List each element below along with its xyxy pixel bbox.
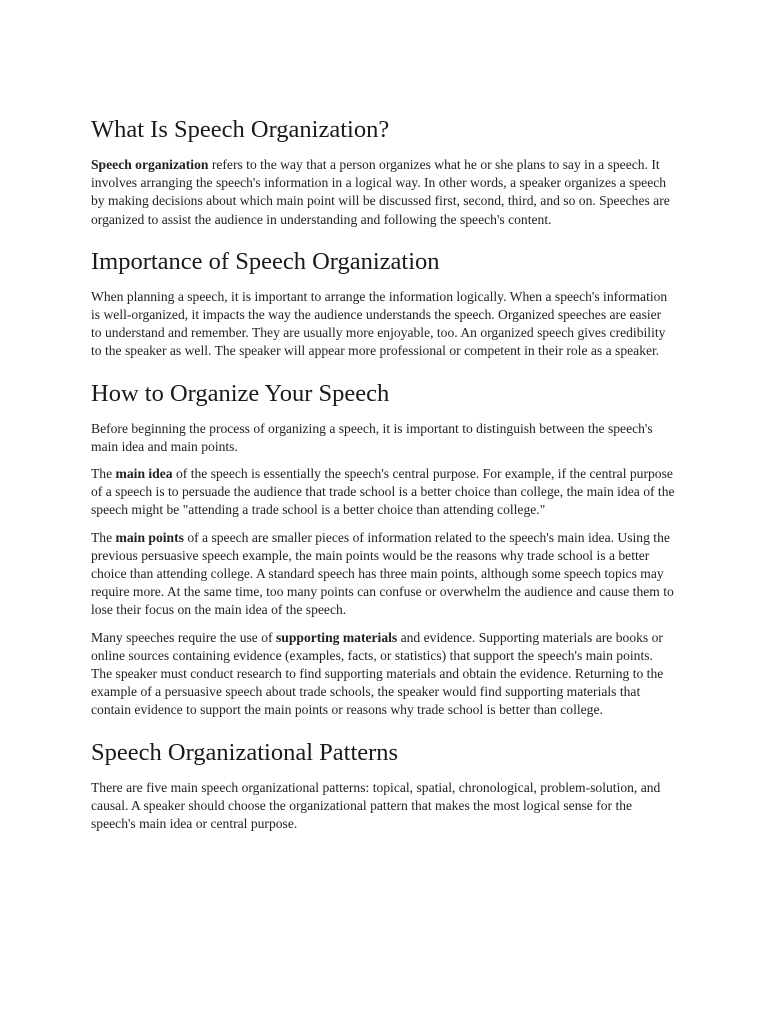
paragraph-text: of the speech is essentially the speech's central purpose. For example, if the central purpose of a speech is to persuade the audience that trade school is a better choice than college, the main idea of the speech might be "attending a trade school is a better choice than attending college.": [91, 466, 675, 518]
paragraph-text: and evidence. Supporting materials are books or online sources containing evidence (examples, facts, or statistics) that support the speech's main points. The speaker must conduct research to find supporting materials and obtain the evidence. Returning to the example of a persuasive speech about trade schools, the speaker would find supporting materials that contain evidence to support the main points or reasons why trade school is better than college.: [91, 629, 664, 718]
bold-term: Speech organization: [91, 157, 209, 172]
paragraph: [91, 156, 675, 229]
paragraph: [91, 288, 675, 361]
section-organizational-patterns: [91, 738, 675, 834]
bold-term: supporting materials: [275, 629, 398, 645]
paragraph-text: There are five main speech organizational patterns: topical, spatial, chronological, problem-solution, and causal. A speaker should choose the organizational pattern that makes the most logical sense for the speech's main idea or central purpose.: [91, 779, 661, 832]
paragraph-text: When planning a speech, it is important to arrange the information logically. When a speech's information is well-organized, it impacts the way the audience understands the speech. Organized speeches are easier to understand and remember. They are usually more enjoyable, too. An organized speech gives credibility to the speaker as well. The speaker will appear more professional or competent in their role as a speaker.: [91, 288, 668, 359]
paragraph-text: Many speeches require the use of: [91, 629, 276, 645]
section-heading: Speech Organizational Patterns: [91, 738, 399, 766]
paragraph: [91, 465, 675, 520]
paragraph-text: Before beginning the process of organizing a speech, it is important to distinguish between the speech's main idea and main points.: [91, 420, 653, 454]
paragraph: [91, 529, 675, 620]
paragraph: [91, 629, 675, 720]
section-heading: How to Organize Your Speech: [91, 379, 390, 407]
paragraph: [91, 779, 675, 834]
paragraph: [91, 420, 675, 456]
paragraph-text: refers to the way that a person organizes what he or she plans to say in a speech. It involves arranging the speech's information in a logical way. In other words, a speaker organizes a speech by making decisions about which main point will be discussed first, second, third, and so on. Speeches are organized to assist the audience in understanding and following the speech's content.: [91, 157, 670, 227]
section-what-is-speech-organization: [91, 115, 675, 229]
section-importance: [91, 247, 675, 361]
document-page: [91, 112, 675, 851]
section-how-to-organize: [91, 379, 675, 720]
section-heading: Importance of Speech Organization: [91, 247, 440, 275]
section-heading: What Is Speech Organization?: [91, 116, 390, 143]
bold-term: main idea: [115, 466, 173, 482]
paragraph-text: of a speech are smaller pieces of information related to the speech's main idea. Using the previous persuasive speech example, the main points would be the reasons why trade school is a better choice than attending college. A standard speech has three main points, although some speech topics may require more. At the same time, too many points can confuse or overwhelm the audience and cause them to lose their focus on the main idea of the speech.: [91, 529, 674, 618]
paragraph-text: The: [91, 529, 116, 545]
paragraph-text: The: [91, 466, 116, 482]
bold-term: main points: [115, 529, 184, 545]
